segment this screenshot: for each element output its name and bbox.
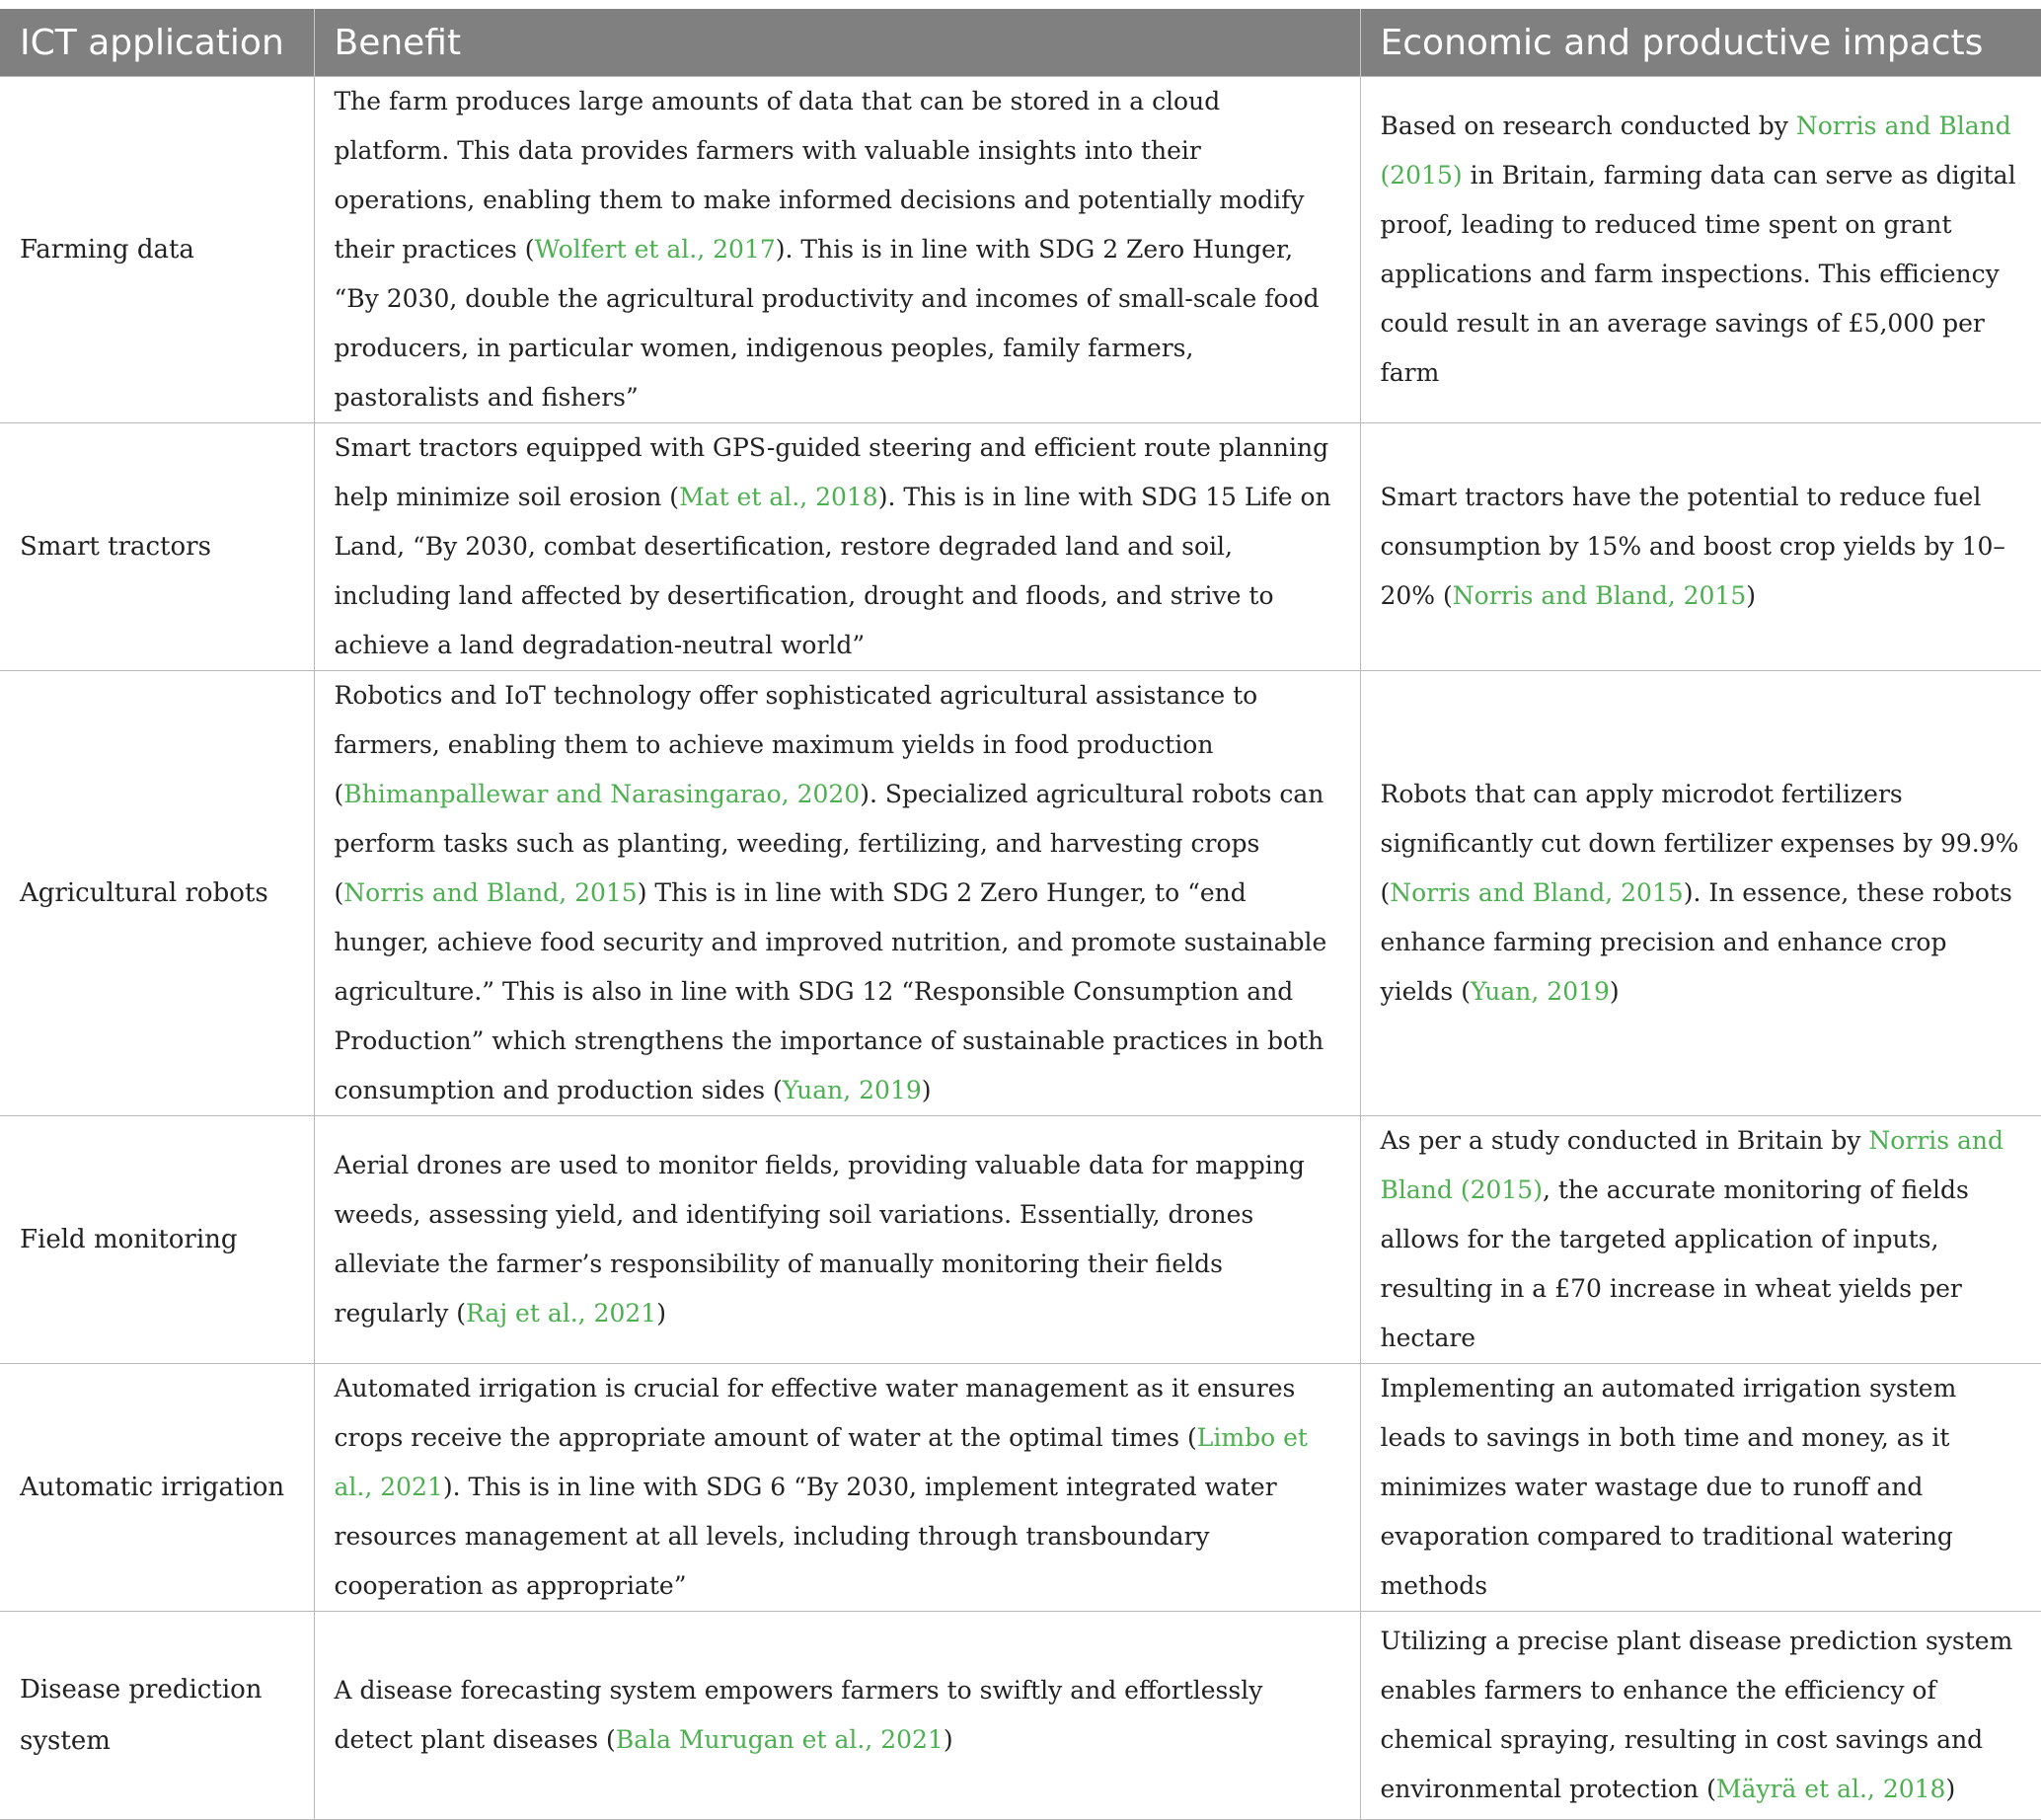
citation-link[interactable]: Wolfert et al., 2017 <box>534 235 776 264</box>
benefit-cell <box>314 423 1360 671</box>
table-body <box>0 77 2041 1820</box>
table-row <box>0 77 2041 423</box>
citation-link[interactable]: Yuan, 2019 <box>782 1076 922 1104</box>
citation-link[interactable]: Norris and Bland, 2015 <box>1452 581 1747 610</box>
cell-text: ). This is in line with SDG 6 “By 2030, implement integrated water resources management at all levels, including through transboundary cooperation as appropriate” <box>334 1473 1277 1600</box>
cell-text: Utilizing a precise plant disease prediction system enables farmers to enhance the efficiency of chemical spraying, resulting in cost savings and environmental protection ( <box>1380 1627 2013 1803</box>
header-economic-impacts: Economic and productive impacts <box>1360 9 2041 77</box>
cell-text: Robots that can apply microdot fertilizers significantly cut down fertilizer expenses by 99.9% ( <box>1380 780 2019 907</box>
cell-text: Aerial drones are used to monitor fields, providing valuable data for mapping weeds, assessing yield, and identifying soil variations. Essentially, drones alleviate the farmer’s responsibility of manually monitoring their fields regularly ( <box>334 1151 1305 1327</box>
cell-text: ). In essence, these robots enhance farming precision and enhance crop yields ( <box>1380 878 2012 1006</box>
citation-link[interactable]: Norris and Bland, 2015 <box>1390 878 1684 907</box>
table-container <box>0 9 2041 1820</box>
citation-link[interactable]: Norris and Bland, 2015 <box>343 878 638 907</box>
cell-text: ). Specialized agricultural robots can perform tasks such as planting, weeding, fertilizing, and harvesting crops ( <box>334 780 1324 907</box>
cell-text: ) <box>656 1299 666 1327</box>
citation-link[interactable]: Bala Murugan et al., 2021 <box>615 1725 944 1754</box>
benefit-cell <box>314 1612 1360 1820</box>
application-cell: Smart tractors <box>0 423 314 671</box>
citation-link[interactable]: Norris and Bland (2015) <box>1380 112 2011 190</box>
cell-text: , the accurate monitoring of fields allows for the targeted application of inputs, resulting in a £70 increase in wheat yields per hectare <box>1380 1175 1969 1352</box>
citation-link[interactable]: Norris and Bland (2015) <box>1380 1126 2004 1204</box>
cell-text: ). This is in line with SDG 15 Life on Land, “By 2030, combat desertification, restore degraded land and soil, including land affected by desertification, drought and floods, and strive to achieve a land degradation-neutral world” <box>334 483 1331 659</box>
cell-text: ) <box>1945 1775 1956 1803</box>
cell-text: The farm produces large amounts of data that can be stored in a cloud platform. This data provides farmers with valuable insights into their operations, enabling them to make informed decisions and potentially modify their practices ( <box>334 87 1305 264</box>
cell-text: ) <box>1746 581 1756 610</box>
impact-cell <box>1360 1364 2041 1612</box>
application-cell: Disease prediction system <box>0 1612 314 1820</box>
cell-text: in Britain, farming data can serve as digital proof, leading to reduced time spent on grant applications and farm inspections. This efficiency could result in an average savings of £5,000 per farm <box>1380 161 2016 387</box>
impact-cell <box>1360 77 2041 423</box>
cell-text: ) This is in line with SDG 2 Zero Hunger, to “end hunger, achieve food security and improved nutrition, and promote sustainable agriculture.” This is also in line with SDG 12 “Responsible Consumption and Production” which strengthens the importance of sustainable practices in both consumption and production sides ( <box>334 878 1327 1104</box>
cell-text: ). This is in line with SDG 2 Zero Hunger, “By 2030, double the agricultural productivity and incomes of small-scale food producers, in particular women, indigenous peoples, family farmers, pastoralists and fishers” <box>334 235 1320 412</box>
application-cell: Field monitoring <box>0 1116 314 1364</box>
impact-cell <box>1360 1612 2041 1820</box>
cell-text: A disease forecasting system empowers farmers to swiftly and effortlessly detect plant diseases ( <box>334 1676 1263 1754</box>
benefit-cell <box>314 1116 1360 1364</box>
table-row <box>0 423 2041 671</box>
citation-link[interactable]: Limbo et al., 2021 <box>334 1423 1308 1501</box>
cell-text: Implementing an automated irrigation system leads to savings in both time and money, as it minimizes water wastage due to runoff and evaporation compared to traditional watering methods <box>1380 1374 1957 1600</box>
cell-text: As per a study conducted in Britain by <box>1380 1126 1869 1155</box>
impact-cell <box>1360 1116 2041 1364</box>
table-header <box>0 9 2041 77</box>
application-cell: Automatic irrigation <box>0 1364 314 1612</box>
cell-text: Smart tractors equipped with GPS-guided steering and efficient route planning help minimize soil erosion ( <box>334 433 1329 511</box>
citation-link[interactable]: Raj et al., 2021 <box>466 1299 657 1327</box>
ict-applications-table <box>0 9 2041 1820</box>
application-cell: Farming data <box>0 77 314 423</box>
header-ict-application: ICT application <box>0 9 314 77</box>
citation-link[interactable]: Yuan, 2019 <box>1470 977 1610 1006</box>
impact-cell <box>1360 671 2041 1116</box>
citation-link[interactable]: Mäyrä et al., 2018 <box>1715 1775 1946 1803</box>
cell-text: Smart tractors have the potential to reduce fuel consumption by 15% and boost crop yields by 10–20% ( <box>1380 483 2005 610</box>
application-cell: Agricultural robots <box>0 671 314 1116</box>
citation-link[interactable]: Bhimanpallewar and Narasingarao, 2020 <box>343 780 861 808</box>
header-benefit: Benefit <box>314 9 1360 77</box>
cell-text: ) <box>1609 977 1620 1006</box>
benefit-cell <box>314 77 1360 423</box>
table-row <box>0 1364 2041 1612</box>
cell-text: ) <box>943 1725 953 1754</box>
benefit-cell <box>314 1364 1360 1612</box>
cell-text: Robotics and IoT technology offer sophisticated agricultural assistance to farmers, enabling them to achieve maximum yields in food production ( <box>334 681 1258 808</box>
impact-cell <box>1360 423 2041 671</box>
cell-text: ) <box>921 1076 932 1104</box>
table-row <box>0 1116 2041 1364</box>
table-row <box>0 1612 2041 1820</box>
table-row <box>0 671 2041 1116</box>
cell-text: Based on research conducted by <box>1380 112 1796 140</box>
benefit-cell <box>314 671 1360 1116</box>
citation-link[interactable]: Mat et al., 2018 <box>679 483 878 511</box>
header-row <box>0 9 2041 77</box>
cell-text: Automated irrigation is crucial for effective water management as it ensures crops receive the appropriate amount of water at the optimal times ( <box>334 1374 1296 1452</box>
